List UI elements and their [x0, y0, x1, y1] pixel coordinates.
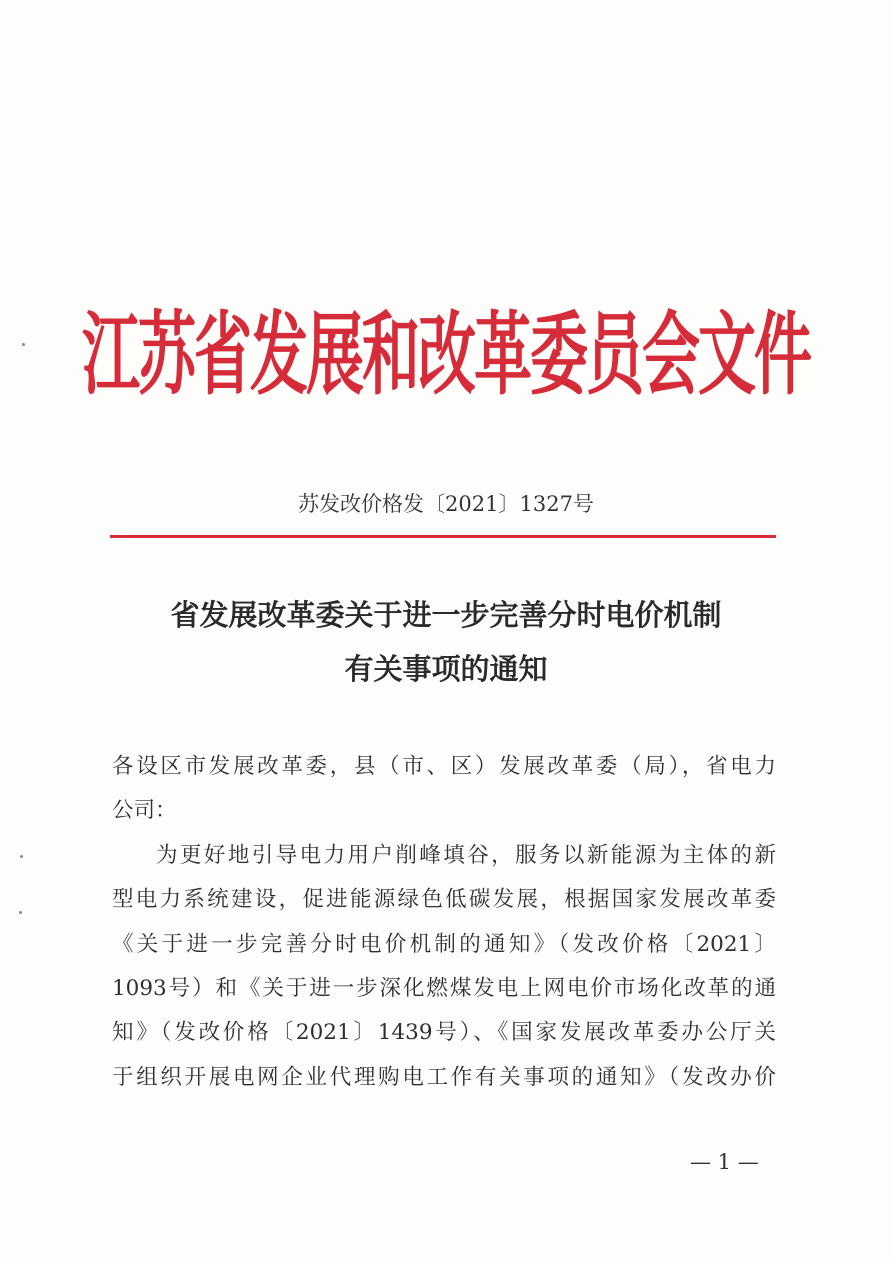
title-line: 省发展改革委关于进一步完善分时电价机制 [170, 598, 722, 632]
page-number: — 1 — [690, 1150, 759, 1174]
addressee-line: 各设区市发展改革委，县（市、区）发展改革委（局），省电力 [112, 754, 776, 779]
document-body [112, 745, 776, 1100]
document-title [110, 588, 782, 696]
scan-speck [22, 343, 25, 346]
paragraph-line: 于组织开展电网企业代理购电工作有关事项的通知》（发改办价 [112, 1064, 776, 1090]
paragraph-line: 为更好地引导电力用户削峰填谷，服务以新能源为主体的新 [156, 842, 776, 868]
red-divider-rule [110, 535, 776, 538]
paragraph-line: 《关于进一步完善分时电价机制的通知》（发改价格〔2021〕 [112, 931, 776, 957]
masthead-text: 江苏省发展和改革委员会文件 [82, 302, 811, 408]
scan-speck [20, 855, 23, 858]
paragraph-line: 知》（发改价格〔2021〕1439号）、《国家发展改革委办公厅关 [112, 1020, 776, 1046]
addressee-line: 公司： [112, 798, 177, 824]
paragraph-line: 型电力系统建设，促进能源绿色低碳发展，根据国家发展改革委 [112, 887, 776, 913]
document-masthead [82, 282, 811, 412]
scan-speck [19, 911, 22, 914]
paragraph-line: 1093号）和《关于进一步深化燃煤发电上网电价市场化改革的通 [112, 975, 776, 1001]
title-line: 有关事项的通知 [344, 652, 548, 686]
document-number: 苏发改价格发〔2021〕1327号 [298, 492, 594, 516]
